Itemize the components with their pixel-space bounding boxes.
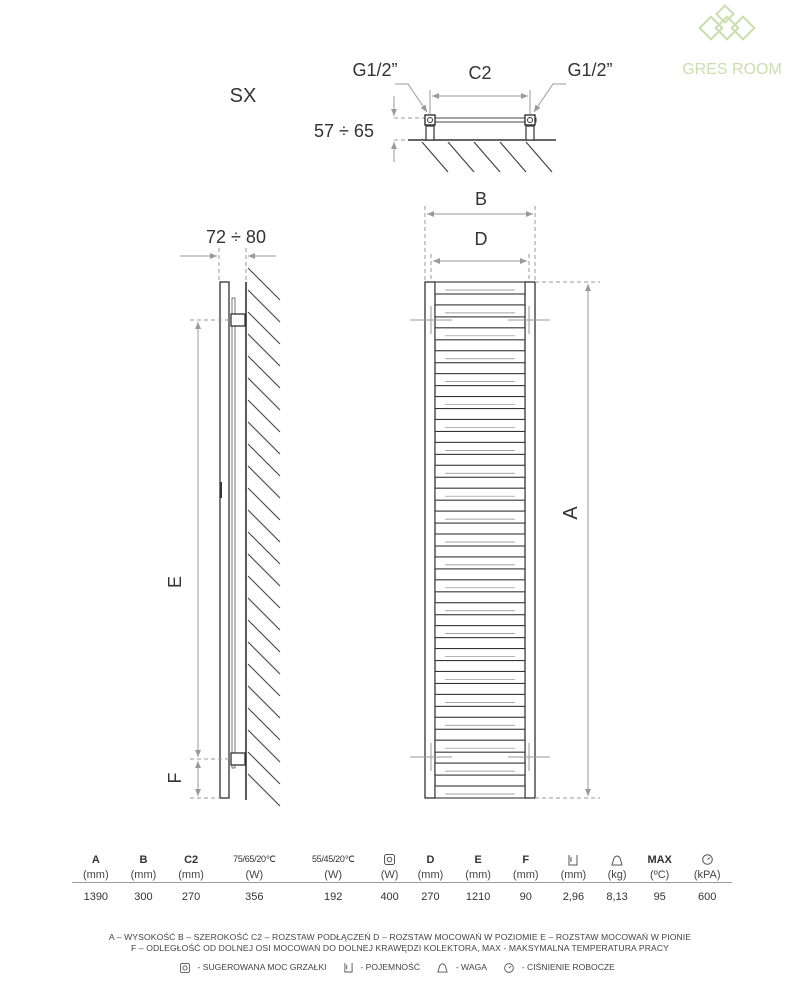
radiator-bar [435,419,525,431]
value-cell: 270 [181,890,201,903]
col-power-75-header: 75/65/20℃ [233,854,276,864]
unit-cell: (mm) [454,867,502,883]
col-weight-header [597,852,637,867]
unit-cell: (mm) [120,867,168,883]
wall-distance-label: 72 ÷ 80 [206,227,266,247]
capacity-icon [568,854,578,866]
weight-icon [611,854,623,866]
spec-header-row [72,852,732,867]
unit-cell: (mm) [550,867,598,883]
legend-weight-text: - WAGA [455,962,488,972]
brand-logo [682,6,782,78]
col-capacity-header [550,852,598,867]
value-cell: 270 [421,890,440,903]
value-cell: 1210 [465,890,491,903]
unit-cell: (mm) [407,867,455,883]
pressure-icon [702,854,713,865]
right-valve [525,115,535,140]
value-cell: 2,96 [562,890,585,903]
col-max-header: MAX [647,853,672,866]
value-cell: 192 [323,890,343,903]
radiator-bar [435,740,525,752]
radiator-bar [435,717,525,729]
value-cell: 1390 [83,890,109,903]
weight-icon [437,962,448,973]
col-b-header: B [139,853,148,866]
radiator-bar [435,397,525,409]
unit-cell: (mm) [167,867,215,883]
unit-cell: (kg) [597,867,637,883]
brand-name: GRES ROOM [682,61,782,78]
right-thread-label: G1/2” [567,60,613,80]
legend-icons [0,962,800,973]
radiator-bar [435,442,525,454]
legend-heater [180,962,334,972]
model-label: SX [229,85,257,107]
radiator-bar [435,282,525,294]
unit-cell: (W) [294,867,373,883]
legend-line-1: A – WYSOKOŚĆ B – SZEROKOŚĆ C2 – ROZSTAW PODŁĄCZEŃ D – ROZSTAW MOCOWAŃ W POZIOMIE E – ROZSTAW MOCOWAŃ W PIONIE [108,932,692,942]
legend-pressure-text: - CIŚNIENIE ROBOCZE [521,962,615,972]
unit-cell: (W) [215,867,294,883]
d-label: D [474,229,488,249]
capacity-icon [344,962,353,973]
top-view [314,60,612,172]
spec-units-row [72,867,732,883]
unit-cell: (mm) [502,867,550,883]
unit-cell: (ºC) [637,867,682,883]
unit-cell: (W) [373,867,407,883]
col-d-header: D [426,853,435,866]
col-a-header: A [91,853,100,866]
value-cell: 356 [245,890,264,903]
col-power-55-header: 55/45/20℃ [311,854,355,864]
radiator-bar [435,649,525,661]
col-c2-header: C2 [184,853,199,866]
value-cell: 8,13 [606,890,628,903]
radiator-bars [435,282,525,798]
side-view [165,227,280,806]
col-f-header: F [522,853,530,866]
wall-hatch [422,142,552,172]
legend-capacity [344,962,427,972]
heater-icon [180,963,190,973]
radiator-bar [435,580,525,592]
e-label: E [165,575,185,589]
side-wall-hatch [248,268,280,806]
radiator-bar [435,511,525,523]
radiator-bar [435,671,525,683]
radiator-bar [435,763,525,775]
depth-label: 57 ÷ 65 [314,121,374,141]
unit-cell: (mm) [72,867,120,883]
value-cell: 95 [653,890,666,903]
radiator-bar [435,351,525,363]
spec-table [72,852,732,904]
b-label: B [474,189,488,209]
radiator-bar [435,374,525,386]
value-cell: 600 [698,890,717,903]
radiator-bar [435,557,525,569]
front-view [410,189,600,798]
radiator-bar [435,328,525,340]
radiator-bar [435,626,525,638]
heater-icon [384,854,395,865]
radiator-bar [435,534,525,546]
legend-heater-text: - SUGEROWANA MOC GRZAŁKI [197,962,327,972]
col-e-header: E [474,853,482,866]
col-heater-header [373,852,407,867]
legend-capacity-text: - POJEMNOŚĆ [360,962,421,972]
spec-values-row [72,883,732,905]
radiator-bar [435,694,525,706]
a-label: A [560,506,582,520]
radiator-bar [435,786,525,798]
pressure-icon [504,963,514,973]
left-thread-label: G1/2” [352,60,398,80]
left-valve [425,115,435,140]
legend-line-2: F – ODLEGŁOŚĆ OD DOLNEJ OSI MOCOWAŃ DO DOLNEJ KRAWĘDZI KOLEKTORA, MAX - MAKSYMALNA TEMPERATURA PRACY [131,943,669,953]
radiator-bar [435,603,525,615]
legend-pressure [504,962,620,972]
c2-label: C2 [468,63,492,83]
col-pressure-header [682,852,732,867]
value-cell: 300 [134,890,153,903]
value-cell: 400 [380,890,399,903]
value-cell: 90 [519,890,532,903]
f-label: F [165,772,185,784]
radiator-bar [435,488,525,500]
radiator-bar [435,305,525,317]
radiator-bar [435,465,525,477]
legend-weight [437,962,494,972]
unit-cell: (kPA) [682,867,732,883]
